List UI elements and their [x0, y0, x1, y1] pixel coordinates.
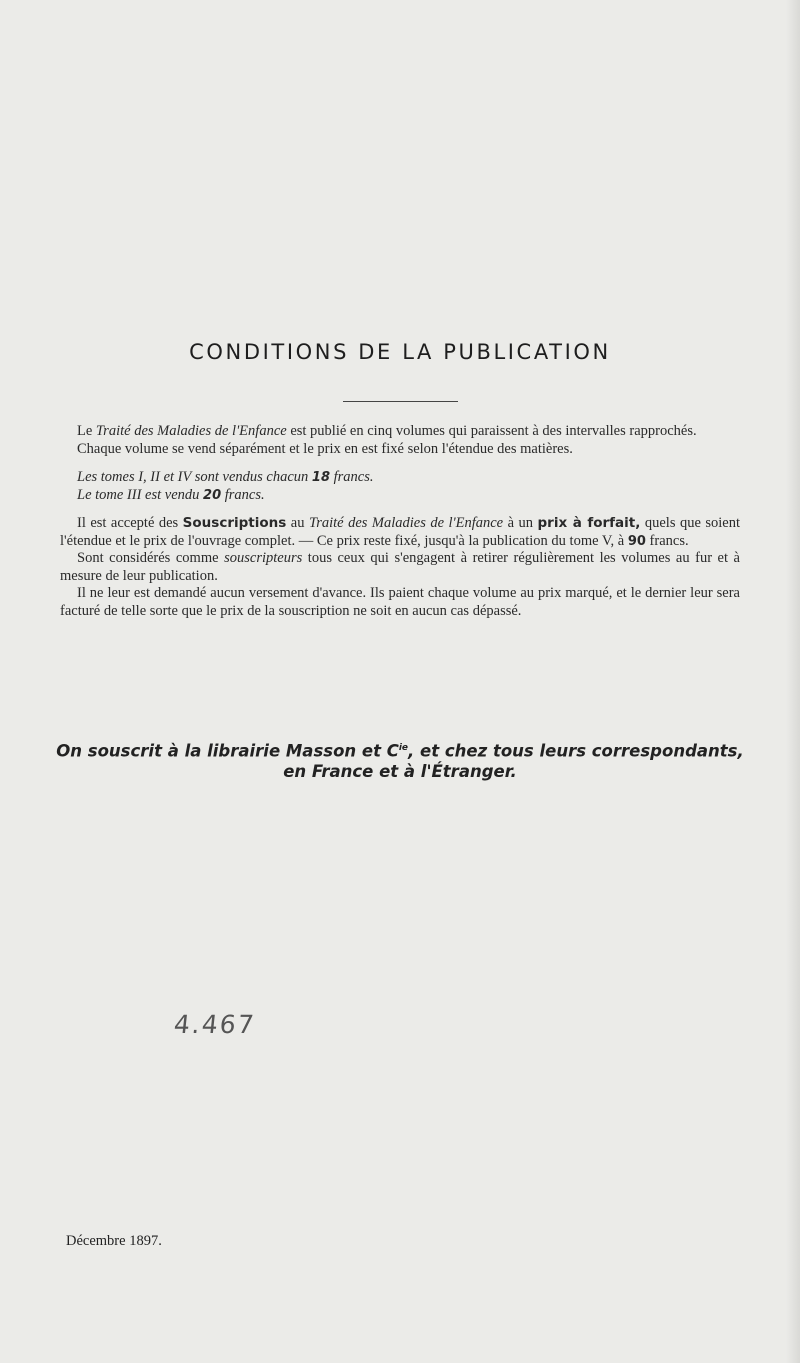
- text-run: ie: [398, 743, 409, 753]
- text-run: Les tomes I, II et IV sont vendus chacun: [77, 469, 312, 485]
- text-run: est publié en cinq volumes qui paraissent à des intervalles rapprochés.: [286, 423, 697, 439]
- paragraph-payment: Il ne leur est demandé aucun versement d'avance. Ils paient chaque volume au prix marqué, et le dernier leur sera facturé de telle sorte que le prix de la souscription ne soit en aucun cas dépassé.: [60, 585, 740, 619]
- title-divider: [343, 401, 458, 402]
- subscribers-term: souscripteurs: [224, 550, 303, 566]
- text-run: Il est accepté des: [77, 515, 183, 531]
- paragraph-tomes-price: [60, 469, 740, 487]
- paragraph-subscribers: [60, 550, 740, 585]
- text-run: francs.: [221, 486, 265, 503]
- text-run: Le tome III est vendu: [77, 486, 204, 503]
- notice-line-2: en France et à l'Étranger.: [283, 761, 517, 781]
- handwritten-catalog-number: 4.467: [172, 1010, 258, 1039]
- fixed-price-label: prix à forfait,: [537, 515, 641, 531]
- text-run: à un: [503, 515, 538, 531]
- book-title: Traité des Maladies de l'Enfance: [95, 423, 287, 439]
- text-run: au: [286, 515, 309, 531]
- subscriptions-label: Souscriptions: [182, 515, 287, 531]
- price-tomes: 18: [311, 470, 330, 485]
- text-run: tous ceux qui s'engagent à retirer régulièrement les volumes au fur et à mesure de leur publication.: [60, 550, 740, 584]
- text-run: On souscrit à la librairie Masson et C: [56, 741, 399, 761]
- notice-line-1: [40, 738, 760, 762]
- publication-date: Décembre 1897.: [66, 1233, 162, 1249]
- page-edge-shadow: [786, 0, 800, 1363]
- text-run: francs.: [645, 532, 689, 549]
- text-run: quels que soient l'étendue et le prix de l'ouvrage complet. — Ce prix reste fixé, jusqu'à la publication du tome V, à: [60, 515, 740, 549]
- page-title: CONDITIONS DE LA PUBLICATION: [189, 340, 611, 364]
- text-run: , et chez tous leurs correspondants,: [408, 741, 744, 761]
- text-run: Sont considérés comme: [77, 550, 225, 566]
- paragraph-tome3-price: [60, 487, 740, 505]
- subscription-price: 90: [627, 533, 646, 549]
- price-tome3: 20: [203, 487, 222, 503]
- text-run: francs.: [330, 469, 374, 485]
- conditions-text: [60, 423, 740, 620]
- paragraph-publication: [60, 423, 740, 441]
- paragraph-subscription: [60, 515, 740, 550]
- paragraph-volume-price: Chaque volume se vend séparément et le prix en est fixé selon l'étendue des matières.: [77, 440, 573, 457]
- text-run: Le: [77, 423, 96, 439]
- book-title: Traité des Maladies de l'Enfance: [308, 515, 504, 531]
- subscription-notice: [40, 738, 760, 782]
